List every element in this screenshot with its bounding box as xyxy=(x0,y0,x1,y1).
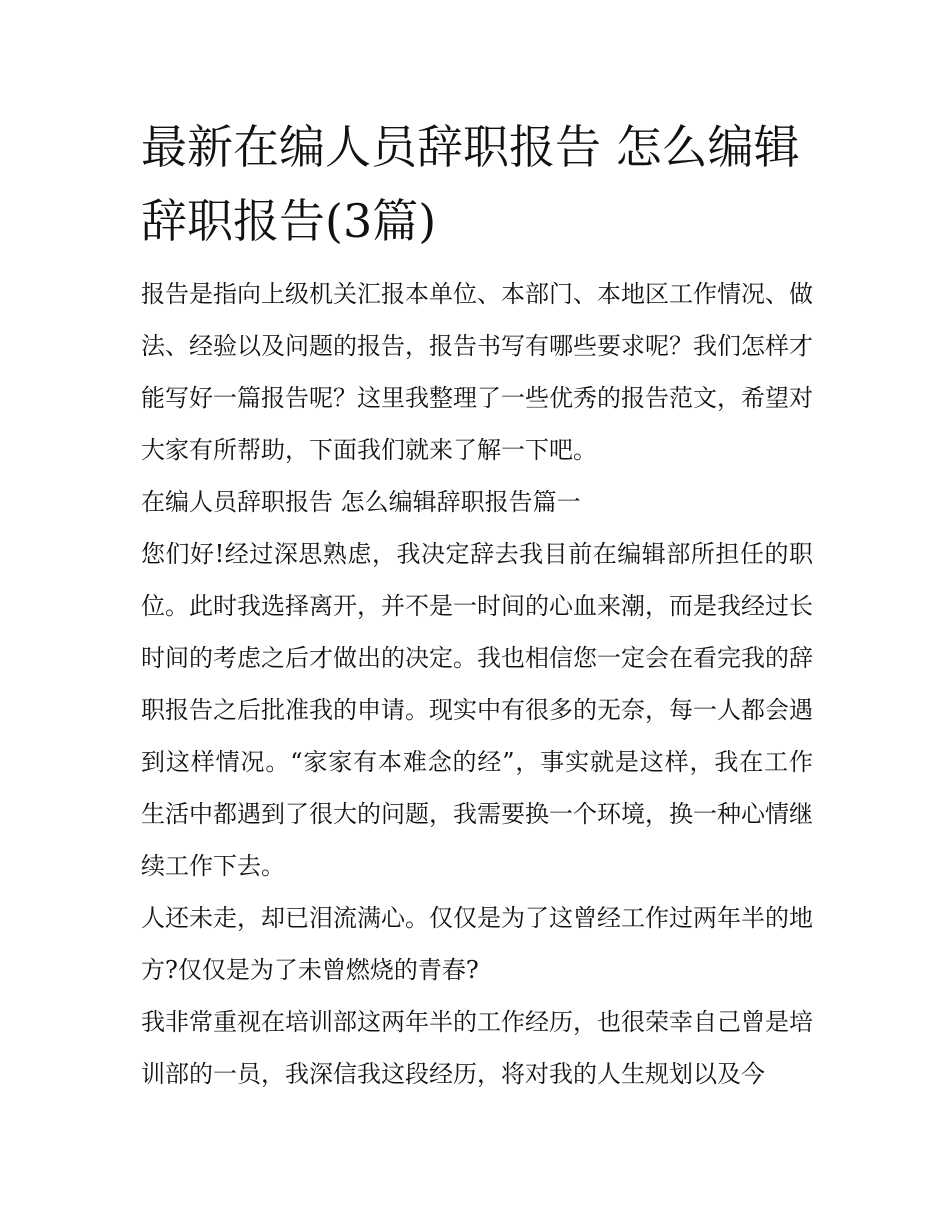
document-body xyxy=(141,268,813,1100)
body-paragraph: 人还未走，却已泪流满心。仅仅是为了这曾经工作过两年半的地方?仅仅是为了未曾燃烧的青春? xyxy=(141,904,813,984)
body-paragraph: 我非常重视在培训部这两年半的工作经历，也很荣幸自己曾是培训部的一员，我深信我这段经历，将对我的人生规划以及今 xyxy=(141,1008,813,1088)
document-title: 最新在编人员辞职报告 怎么编辑辞职报告(3篇) xyxy=(141,120,800,248)
document-page xyxy=(141,110,813,1100)
body-paragraph: 您们好!经过深思熟虑，我决定辞去我目前在编辑部所担任的职位。此时我选择离开，并不是一时间的心血来潮，而是我经过长时间的考虑之后才做出的决定。我也相信您一定会在看完我的辞职报告之后批准我的申请。现实中有很多的无奈，每一人都会遇到这样情况。“家家有本难念的经”，事实就是这样，我在工作生活中都遇到了很大的问题，我需要换一个环境，换一种心情继续工作下去。 xyxy=(141,540,813,880)
intro-paragraph: 报告是指向上级机关汇报本单位、本部门、本地区工作情况、做法、经验以及问题的报告，报告书写有哪些要求呢？我们怎样才能写好一篇报告呢？这里我整理了一些优秀的报告范文，希望对大家有所帮助，下面我们就来了解一下吧。 xyxy=(141,280,813,464)
section-heading: 在编人员辞职报告 怎么编辑辞职报告篇一 xyxy=(141,488,581,516)
